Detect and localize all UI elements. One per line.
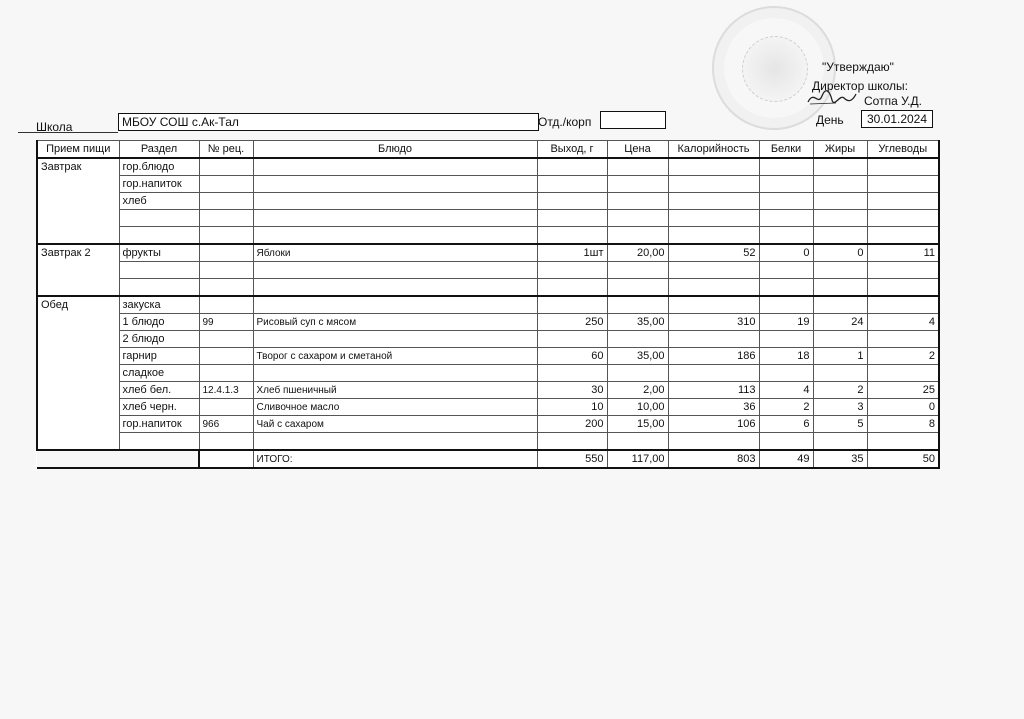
- table-row: [37, 227, 939, 245]
- col-meal: Прием пищи: [37, 141, 119, 159]
- meal-cell: [37, 193, 119, 210]
- table-header-row: [37, 141, 939, 159]
- table-row: [37, 244, 939, 262]
- director-name: Сотпа У.Д.: [864, 94, 922, 108]
- col-fat: Жиры: [813, 141, 867, 159]
- table-row: [37, 433, 939, 451]
- table-row: [37, 382, 939, 399]
- section-cell: 2 блюдо: [119, 331, 199, 348]
- meal-cell: [37, 348, 119, 365]
- total-calories: 803: [668, 450, 759, 468]
- recipe-cell: [199, 158, 253, 176]
- protein-cell: [759, 296, 813, 314]
- total-price: 117,00: [607, 450, 668, 468]
- meal-cell: Завтрак: [37, 158, 119, 176]
- calories-cell: [668, 331, 759, 348]
- protein-cell: [759, 210, 813, 227]
- protein-cell: [759, 365, 813, 382]
- official-seal: [712, 6, 836, 130]
- col-yield: Выход, г: [537, 141, 607, 159]
- recipe-cell: 12.4.1.3: [199, 382, 253, 399]
- director-signature: [806, 88, 858, 108]
- dish-cell: [253, 210, 537, 227]
- fat-cell: [813, 279, 867, 297]
- dish-cell: [253, 433, 537, 451]
- calories-cell: [668, 193, 759, 210]
- price-cell: [607, 176, 668, 193]
- dish-cell: Яблоки: [253, 244, 537, 262]
- meal-cell: Завтрак 2: [37, 244, 119, 262]
- price-cell: [607, 296, 668, 314]
- price-cell: 15,00: [607, 416, 668, 433]
- section-cell: сладкое: [119, 365, 199, 382]
- fat-cell: 5: [813, 416, 867, 433]
- protein-cell: 0: [759, 244, 813, 262]
- carbs-cell: 4: [867, 314, 939, 331]
- yield-cell: 1шт: [537, 244, 607, 262]
- section-cell: 1 блюдо: [119, 314, 199, 331]
- fat-cell: [813, 331, 867, 348]
- recipe-cell: 99: [199, 314, 253, 331]
- price-cell: [607, 365, 668, 382]
- yield-cell: [537, 210, 607, 227]
- section-cell: закуска: [119, 296, 199, 314]
- section-cell: [119, 210, 199, 227]
- meal-cell: [37, 416, 119, 433]
- table-row: [37, 399, 939, 416]
- carbs-cell: [867, 193, 939, 210]
- carbs-cell: 8: [867, 416, 939, 433]
- price-cell: [607, 279, 668, 297]
- section-cell: гор.напиток: [119, 416, 199, 433]
- meal-cell: [37, 262, 119, 279]
- section-cell: гор.напиток: [119, 176, 199, 193]
- yield-cell: [537, 176, 607, 193]
- col-recipe: № рец.: [199, 141, 253, 159]
- carbs-cell: 11: [867, 244, 939, 262]
- table-row: [37, 262, 939, 279]
- dish-cell: Хлеб пшеничный: [253, 382, 537, 399]
- total-fat: 35: [813, 450, 867, 468]
- dish-cell: Творог с сахаром и сметаной: [253, 348, 537, 365]
- meal-cell: [37, 382, 119, 399]
- section-cell: хлеб черн.: [119, 399, 199, 416]
- price-cell: 20,00: [607, 244, 668, 262]
- fat-cell: [813, 176, 867, 193]
- recipe-cell: [199, 399, 253, 416]
- recipe-cell: [199, 433, 253, 451]
- date-field: 30.01.2024: [861, 110, 933, 128]
- recipe-cell: [199, 279, 253, 297]
- protein-cell: 19: [759, 314, 813, 331]
- fat-cell: [813, 227, 867, 245]
- recipe-cell: [199, 227, 253, 245]
- carbs-cell: [867, 279, 939, 297]
- recipe-cell: [199, 244, 253, 262]
- protein-cell: 4: [759, 382, 813, 399]
- total-protein: 49: [759, 450, 813, 468]
- recipe-cell: [199, 365, 253, 382]
- dish-cell: [253, 262, 537, 279]
- section-cell: хлеб бел.: [119, 382, 199, 399]
- calories-cell: 186: [668, 348, 759, 365]
- yield-cell: 10: [537, 399, 607, 416]
- yield-cell: [537, 365, 607, 382]
- recipe-cell: [199, 331, 253, 348]
- total-yield: 550: [537, 450, 607, 468]
- calories-cell: [668, 158, 759, 176]
- fat-cell: 1: [813, 348, 867, 365]
- recipe-cell: [199, 296, 253, 314]
- meal-cell: [37, 210, 119, 227]
- table-row: [37, 348, 939, 365]
- carbs-cell: 0: [867, 399, 939, 416]
- dept-label: Отд./корп: [538, 115, 592, 129]
- price-cell: [607, 193, 668, 210]
- meal-cell: [37, 279, 119, 297]
- calories-cell: [668, 433, 759, 451]
- yield-cell: 250: [537, 314, 607, 331]
- col-price: Цена: [607, 141, 668, 159]
- section-cell: фрукты: [119, 244, 199, 262]
- recipe-cell: [199, 348, 253, 365]
- price-cell: [607, 158, 668, 176]
- section-cell: хлеб: [119, 193, 199, 210]
- dish-cell: [253, 279, 537, 297]
- table-row: [37, 279, 939, 297]
- yield-cell: [537, 158, 607, 176]
- price-cell: 10,00: [607, 399, 668, 416]
- col-carbs: Углеводы: [867, 141, 939, 159]
- calories-cell: 36: [668, 399, 759, 416]
- dish-cell: Сливочное масло: [253, 399, 537, 416]
- school-label: Школа: [36, 120, 73, 134]
- dish-cell: [253, 193, 537, 210]
- school-name-field: МБОУ СОШ с.Ак-Тал: [118, 113, 539, 131]
- price-cell: [607, 227, 668, 245]
- carbs-cell: [867, 331, 939, 348]
- seal-emblem: [742, 36, 808, 102]
- dish-cell: [253, 176, 537, 193]
- dish-cell: Рисовый суп с мясом: [253, 314, 537, 331]
- total-recipe-cell: [199, 450, 253, 468]
- fat-cell: [813, 262, 867, 279]
- dish-cell: [253, 158, 537, 176]
- recipe-cell: [199, 176, 253, 193]
- meal-cell: [37, 433, 119, 451]
- calories-cell: 310: [668, 314, 759, 331]
- calories-cell: [668, 176, 759, 193]
- protein-cell: 2: [759, 399, 813, 416]
- yield-cell: [537, 296, 607, 314]
- fat-cell: [813, 365, 867, 382]
- fat-cell: [813, 158, 867, 176]
- carbs-cell: 25: [867, 382, 939, 399]
- table-row: [37, 365, 939, 382]
- protein-cell: [759, 176, 813, 193]
- dish-cell: [253, 331, 537, 348]
- carbs-cell: [867, 210, 939, 227]
- calories-cell: [668, 365, 759, 382]
- carbs-cell: [867, 262, 939, 279]
- yield-cell: [537, 331, 607, 348]
- dish-cell: [253, 227, 537, 245]
- recipe-cell: [199, 262, 253, 279]
- dish-cell: [253, 296, 537, 314]
- col-calories: Калорийность: [668, 141, 759, 159]
- section-cell: гарнир: [119, 348, 199, 365]
- section-cell: [119, 433, 199, 451]
- meal-cell: [37, 365, 119, 382]
- table-row: [37, 158, 939, 176]
- fat-cell: 2: [813, 382, 867, 399]
- carbs-cell: [867, 365, 939, 382]
- carbs-cell: [867, 176, 939, 193]
- yield-cell: [537, 227, 607, 245]
- col-protein: Белки: [759, 141, 813, 159]
- calories-cell: [668, 227, 759, 245]
- table-row: [37, 296, 939, 314]
- carbs-cell: [867, 296, 939, 314]
- fat-cell: [813, 296, 867, 314]
- dept-field: [600, 111, 666, 129]
- yield-cell: 200: [537, 416, 607, 433]
- price-cell: [607, 433, 668, 451]
- col-section: Раздел: [119, 141, 199, 159]
- recipe-cell: 966: [199, 416, 253, 433]
- section-cell: [119, 227, 199, 245]
- carbs-cell: [867, 158, 939, 176]
- table-row: [37, 331, 939, 348]
- protein-cell: [759, 193, 813, 210]
- carbs-cell: 2: [867, 348, 939, 365]
- dish-cell: Чай с сахаром: [253, 416, 537, 433]
- fat-cell: 3: [813, 399, 867, 416]
- calories-cell: 106: [668, 416, 759, 433]
- yield-cell: [537, 262, 607, 279]
- fat-cell: [813, 193, 867, 210]
- meal-cell: [37, 314, 119, 331]
- table-row: [37, 314, 939, 331]
- price-cell: [607, 331, 668, 348]
- carbs-cell: [867, 227, 939, 245]
- price-cell: 35,00: [607, 348, 668, 365]
- price-cell: [607, 262, 668, 279]
- price-cell: 35,00: [607, 314, 668, 331]
- meal-cell: [37, 331, 119, 348]
- table-row: [37, 416, 939, 433]
- fat-cell: 24: [813, 314, 867, 331]
- protein-cell: [759, 262, 813, 279]
- price-cell: 2,00: [607, 382, 668, 399]
- director-title: Директор школы:: [812, 79, 908, 93]
- section-cell: [119, 279, 199, 297]
- yield-cell: [537, 433, 607, 451]
- total-carbs: 50: [867, 450, 939, 468]
- menu-table-body: [37, 158, 939, 468]
- protein-cell: [759, 227, 813, 245]
- fat-cell: 0: [813, 244, 867, 262]
- protein-cell: 18: [759, 348, 813, 365]
- price-cell: [607, 210, 668, 227]
- section-cell: [119, 262, 199, 279]
- calories-cell: 52: [668, 244, 759, 262]
- table-row: [37, 193, 939, 210]
- recipe-cell: [199, 210, 253, 227]
- menu-table: [36, 140, 940, 469]
- approve-text: "Утверждаю": [822, 60, 894, 74]
- yield-cell: [537, 193, 607, 210]
- total-spacer: [37, 450, 199, 468]
- calories-cell: [668, 210, 759, 227]
- section-cell: гор.блюдо: [119, 158, 199, 176]
- recipe-cell: [199, 193, 253, 210]
- meal-cell: [37, 227, 119, 245]
- yield-cell: 60: [537, 348, 607, 365]
- protein-cell: [759, 433, 813, 451]
- day-label: День: [816, 113, 844, 127]
- calories-cell: 113: [668, 382, 759, 399]
- total-row: [37, 450, 939, 468]
- protein-cell: [759, 331, 813, 348]
- meal-cell: [37, 176, 119, 193]
- protein-cell: [759, 279, 813, 297]
- table-row: [37, 210, 939, 227]
- carbs-cell: [867, 433, 939, 451]
- meal-cell: Обед: [37, 296, 119, 314]
- dish-cell: [253, 365, 537, 382]
- protein-cell: 6: [759, 416, 813, 433]
- yield-cell: 30: [537, 382, 607, 399]
- table-row: [37, 176, 939, 193]
- school-underline: [18, 132, 118, 133]
- yield-cell: [537, 279, 607, 297]
- meal-cell: [37, 399, 119, 416]
- calories-cell: [668, 296, 759, 314]
- fat-cell: [813, 433, 867, 451]
- total-label: ИТОГО:: [253, 450, 537, 468]
- col-dish: Блюдо: [253, 141, 537, 159]
- calories-cell: [668, 262, 759, 279]
- fat-cell: [813, 210, 867, 227]
- calories-cell: [668, 279, 759, 297]
- protein-cell: [759, 158, 813, 176]
